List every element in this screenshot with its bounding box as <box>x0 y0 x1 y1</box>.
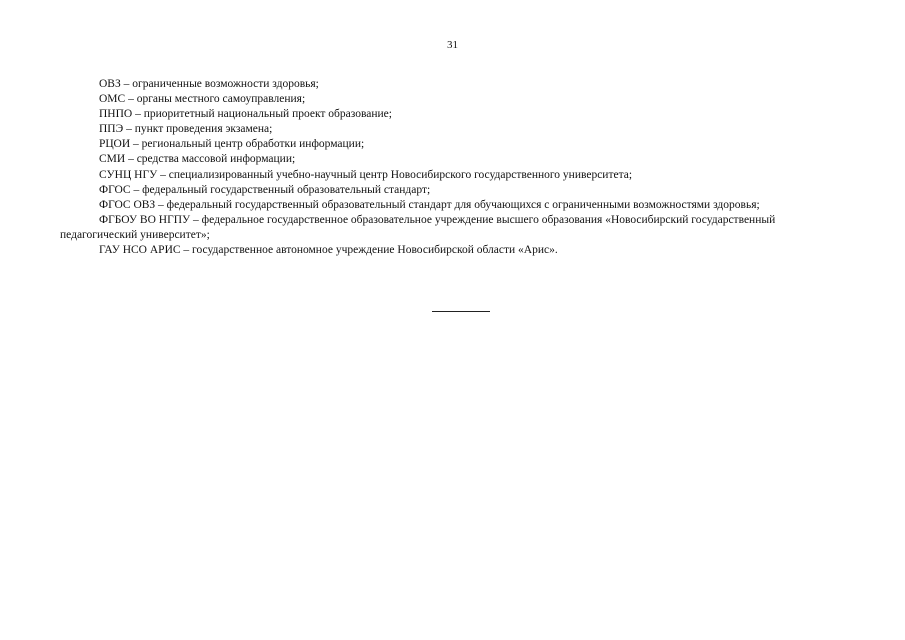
abbreviation-item-gau-nso-aris: ГАУ НСО АРИС – государственное автономное учреждение Новосибирской области «Арис». <box>99 244 558 257</box>
abbreviation-item-fgos-ovz: ФГОС ОВЗ – федеральный государственный образовательный стандарт для обучающихся с ограниченными возможностями здоровья; <box>99 198 760 211</box>
abbreviation-item-pnpo: ПНПО – приоритетный национальный проект образование; <box>99 108 392 121</box>
abbreviation-item-ovz: ОВЗ – ограниченные возможности здоровья; <box>99 78 319 90</box>
abbreviation-item-oms: ОМС – органы местного самоуправления; <box>99 93 306 106</box>
abbreviation-list <box>60 77 850 258</box>
abbreviation-item-rtsoi: РЦОИ – региональный центр обработки информации; <box>99 138 365 151</box>
abbreviation-item-fgbou-vo-ngpu: ФГБОУ ВО НГПУ – федеральное государственное образовательное учреждение высшего образования «Новосибирский государственный педагогический университет»; <box>60 213 776 241</box>
page-number: 31 <box>447 39 458 51</box>
end-of-document-rule <box>432 311 490 312</box>
abbreviation-item-sunts-ngu: СУНЦ НГУ – специализированный учебно-научный центр Новосибирского государственного университета; <box>99 168 633 181</box>
abbreviation-item-smi: СМИ – средства массовой информации; <box>99 153 296 166</box>
abbreviation-item-fgos: ФГОС – федеральный государственный образовательный стандарт; <box>99 183 431 196</box>
abbreviation-item-ppe: ППЭ – пункт проведения экзамена; <box>99 123 273 136</box>
